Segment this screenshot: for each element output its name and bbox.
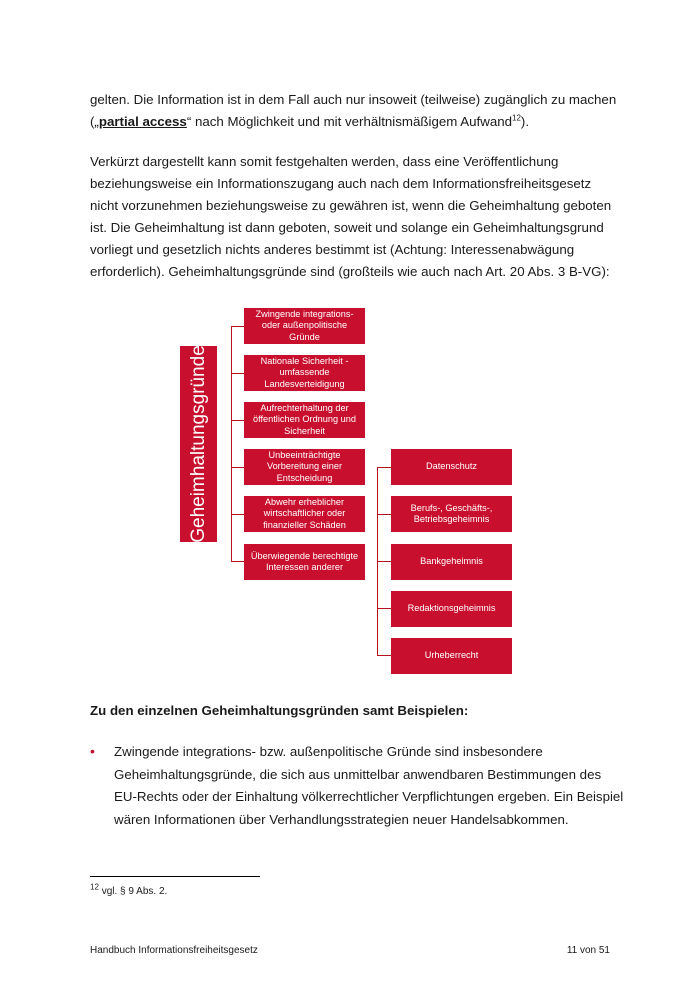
reason-box-foreign-policy: Zwingende integrations- oder außenpolitische Gründe — [244, 308, 365, 344]
connector — [377, 608, 391, 609]
paragraph-1-line-1: gelten. Die Information ist in dem Fall auch nur insoweit (teilweise) zugänglich zu machen — [90, 92, 617, 107]
paragraph-1-rest: “ nach Möglichkeit und mit verhältnismäßigem Aufwand — [186, 114, 513, 129]
paragraph-1-line-2 — [90, 111, 620, 133]
connector-left-vertical — [231, 326, 232, 562]
footnote-separator — [90, 876, 260, 877]
bullet-item: Zwingende integrations- bzw. außenpolitische Gründe sind insbesondere Geheimhaltungsgründe, die sich aus unmittelbar anwendbaren Bestimmungen des EU-Rechts oder der Einhaltung völkerrechtlicher Verpflichtungen ergeben. Ein Beispiel wären Informationen über Verhandlungsstrategien neuer Handelsabkommen. — [114, 744, 624, 827]
partial-access-term: partial access — [98, 114, 187, 129]
reason-box-economic-damage: Abwehr erheblicher wirtschaftlicher oder finanzieller Schäden — [244, 496, 365, 532]
connector — [231, 467, 244, 468]
reason-box-decision-preparation: Unbeeinträchtigte Vorbereitung einer Entscheidung — [244, 449, 365, 485]
open-quote: („ — [90, 114, 99, 129]
reason-box-national-security: Nationale Sicherheit - umfassende Landesverteidigung — [244, 355, 365, 391]
paragraph-1 — [90, 89, 620, 133]
paragraph-2: Verkürzt dargestellt kann somit festgehalten werden, dass eine Veröffentlichung beziehungsweise ein Informationszugang auch nach dem Informationsfreiheitsgesetz nicht vorzunehmen beziehungsweise zu gewähren ist, wenn die Geheimhaltung geboten ist. Die Geheimhaltung ist dann geboten, soweit und solange ein Geheimhaltungsgrund vorliegt und gesetzlich nichts anderes bestimmt ist (Achtung: Interessenabwägung erforderlich). Geheimhaltungsgründe sind (großteils wie auch nach Art. 20 Abs. 3 B-VG): — [90, 154, 612, 279]
connector — [377, 514, 391, 515]
connector — [377, 561, 391, 562]
subreason-box-copyright: Urheberrecht — [391, 638, 512, 674]
connector — [231, 326, 244, 327]
footnote-text: vgl. § 9 Abs. 2. — [101, 886, 168, 897]
footnote-ref[interactable]: 12 — [512, 113, 521, 123]
connector — [231, 561, 244, 562]
connector — [231, 420, 244, 421]
connector — [231, 373, 244, 374]
reason-box-third-party-interests: Überwiegende berechtigte Interessen anderer — [244, 544, 365, 580]
footnote-number: 12 — [90, 882, 99, 892]
connector — [231, 514, 244, 515]
footer-page-number: 11 von 51 — [566, 945, 610, 956]
footer-title: Handbuch Informationsfreiheitsgesetz — [90, 945, 258, 956]
subreason-box-business-secrets: Berufs-, Geschäfts-, Betriebsgeheimnis — [391, 496, 512, 532]
section-heading: Zu den einzelnen Geheimhaltungsgründen samt Beispielen: — [90, 703, 469, 718]
subreason-box-editorial-secrecy: Redaktionsgeheimnis — [391, 591, 512, 627]
connector — [377, 467, 391, 468]
connector — [377, 655, 391, 656]
paragraph-1-close: ). — [520, 114, 530, 129]
subreason-box-data-protection: Datenschutz — [391, 449, 512, 485]
diagram-root-label: Geheimhaltungsgründe — [187, 345, 209, 543]
reason-box-public-order: Aufrechterhaltung der öffentlichen Ordnung und Sicherheit — [244, 402, 365, 438]
subreason-box-bank-secrecy: Bankgeheimnis — [391, 544, 512, 580]
diagram-root-bar — [180, 346, 217, 542]
footnote — [90, 882, 168, 897]
bullet-marker: • — [90, 743, 95, 759]
